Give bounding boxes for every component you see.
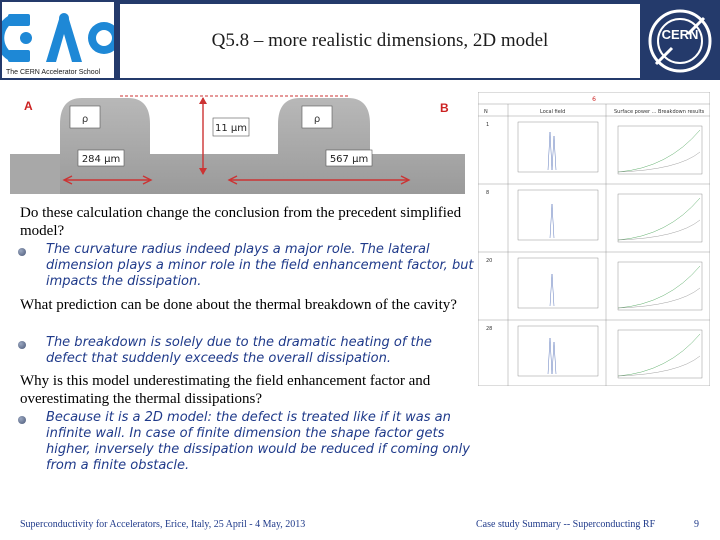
- col-header-local-field: Local field: [540, 109, 566, 115]
- footer-topic: Case study Summary -- Superconducting RF: [476, 519, 656, 530]
- rho-label-right: ρ: [313, 114, 321, 125]
- width-left-label: 284 µm: [81, 154, 121, 165]
- row-label-1: 1: [486, 122, 490, 128]
- width-right-label: 567 µm: [329, 154, 369, 165]
- defect-geometry-figure: [10, 94, 465, 194]
- cern-logo-text: CERN: [661, 27, 699, 42]
- header-bar: [0, 0, 720, 80]
- question-1: Do these calculation change the conclusion from the precedent simplified model?: [20, 205, 462, 239]
- col-header-n: N: [484, 109, 488, 115]
- bullet-icon: [18, 416, 26, 424]
- logo-caption: The CERN Accelerator School: [6, 69, 101, 76]
- col-header-breakdown: Surface power ... Breakdown results: [614, 109, 705, 115]
- cas-logo-icon: [2, 2, 114, 68]
- row-label-3: 20: [486, 258, 493, 264]
- title-panel: [120, 4, 640, 78]
- table-top-label: 6: [592, 96, 596, 103]
- label-a: A: [24, 99, 33, 113]
- cern-logo: [642, 4, 718, 78]
- answer-1: The curvature radius indeed plays a major role. The lateral dimension plays a minor role in the field enhancement factor, but impacts the dissipation.: [46, 242, 474, 289]
- bullet-icon: [18, 341, 26, 349]
- rho-label-left: ρ: [81, 114, 89, 125]
- row-label-4: 28: [486, 326, 493, 332]
- height-label: 11 µm: [214, 123, 248, 134]
- bullet-icon: [18, 248, 26, 256]
- page-number: 9: [694, 519, 699, 530]
- row-label-2: 8: [486, 190, 490, 196]
- cas-logo: [2, 2, 114, 78]
- slide-title: Q5.8 – more realistic dimensions, 2D model: [211, 30, 549, 51]
- cern-logo-icon: [642, 4, 718, 78]
- question-3: Why is this model underestimating the field enhancement factor and overestimating the thermal dissipations?: [20, 373, 431, 407]
- answer-3: Because it is a 2D model: the defect is treated like if it was an infinite wall. In case of finite dimension the shape factor gets higher, inversely the dissipation would be reduced if coming only from a finite obstacle.: [46, 410, 470, 473]
- label-b: B: [440, 101, 449, 115]
- answer-2: The breakdown is solely due to the dramatic heating of the defect that suddenly exceeds the overall dissipation.: [46, 335, 432, 366]
- question-2: What prediction can be done about the thermal breakdown of the cavity?: [20, 297, 457, 313]
- substrate-left: [10, 154, 60, 194]
- footer-event: Superconductivity for Accelerators, Erice, Italy, 25 April - 4 May, 2013: [20, 519, 306, 530]
- simulation-results-table: [478, 92, 710, 386]
